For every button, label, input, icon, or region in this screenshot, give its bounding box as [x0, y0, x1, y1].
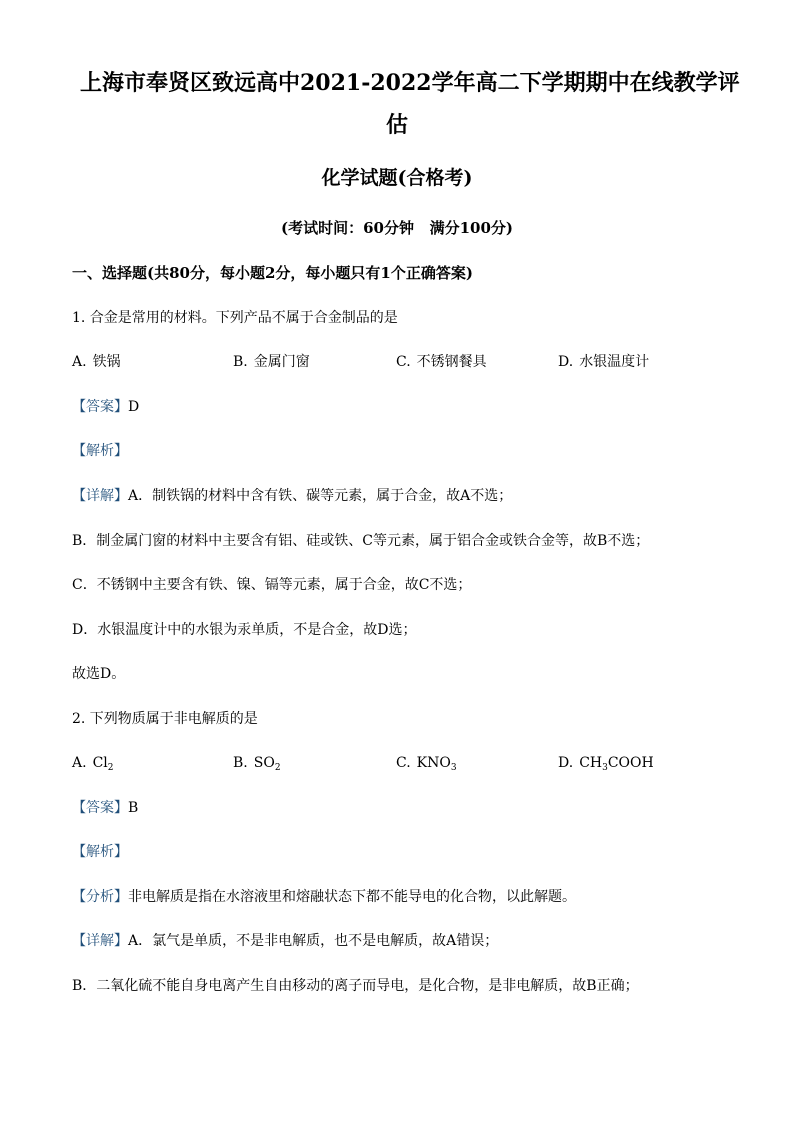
- q1-option-c-letter: C.: [396, 354, 411, 370]
- q1-option-b: [233, 351, 310, 373]
- q2-option-c-letter: C.: [396, 755, 411, 771]
- q1-option-d-text: 水银温度计: [579, 354, 650, 370]
- q1-option-b-text: 金属门窗: [253, 354, 310, 370]
- q2-answer: [72, 797, 722, 819]
- q1-detail-line-4: D．水银温度计中的水银为汞单质，不是合金，故D选；: [72, 622, 417, 638]
- q2-option-a-subscript: 2: [107, 763, 114, 773]
- q1-option-c-text: 不锈钢餐具: [416, 354, 487, 370]
- q1-option-d-letter: D.: [558, 354, 574, 370]
- q1-detail-label: 【详解】: [72, 488, 128, 504]
- q1-option-a-letter: A.: [72, 354, 87, 370]
- q2-detail-line-2: B．二氧化硫不能自身电离产生自由移动的离子而导电，是化合物，是非电解质，故B正确；: [72, 978, 639, 994]
- q1-conclusion: 故选D。: [72, 666, 126, 682]
- q2-stem: 2. 下列物质属于非电解质的是: [72, 711, 258, 727]
- q2-option-c: [396, 752, 457, 774]
- q2-option-c-formula: KNO: [416, 755, 451, 771]
- exam-info: (考试时间：60分钟 满分100分): [280, 219, 514, 237]
- q2-option-b-formula: SO: [253, 755, 275, 771]
- q2-option-b-subscript: 2: [274, 763, 281, 773]
- q2-option-d-formula-tail: COOH: [607, 755, 654, 771]
- q1-answer: [72, 396, 722, 418]
- q1-detail-line-3: C．不锈钢中主要含有铁、镍、镉等元素，属于合金，故C不选；: [72, 577, 472, 593]
- q2-answer-label: 【答案】: [72, 800, 128, 816]
- q2-analyze-line: [72, 886, 722, 908]
- q2-option-a-formula: Cl: [92, 755, 108, 771]
- q1-answer-label: 【答案】: [72, 399, 128, 415]
- q2-analyze-label: 【分析】: [72, 889, 128, 905]
- q2-analysis-heading: [72, 841, 722, 863]
- q2-answer-value: B: [128, 800, 139, 816]
- q2-option-a-letter: A.: [72, 755, 87, 771]
- q1-option-c: [396, 351, 487, 373]
- section-heading: 一、选择题(共80分，每小题2分，每小题只有1个正确答案): [72, 264, 473, 282]
- q1-detail-line-2: B．制金属门窗的材料中主要含有铝、硅或铁、C等元素，属于铝合金或铁合金等，故B不选；: [72, 533, 650, 549]
- q2-option-b-letter: B.: [233, 755, 248, 771]
- document-title-line-2: 估: [385, 112, 408, 138]
- q1-answer-value: D: [128, 399, 140, 415]
- q2-detail-label: 【详解】: [72, 933, 128, 949]
- q2-option-c-subscript: 3: [450, 763, 457, 773]
- q2-option-d-formula: CH: [579, 755, 603, 771]
- q1-option-a: [72, 351, 121, 373]
- q2-option-d-subscript: 3: [602, 763, 608, 773]
- q1-analysis-label: 【解析】: [72, 443, 128, 459]
- q1-option-b-letter: B.: [233, 354, 248, 370]
- document-subtitle: 化学试题(合格考): [321, 167, 473, 189]
- q1-option-d: [558, 351, 649, 373]
- q1-detail-line-1: [72, 485, 722, 507]
- q1-stem: 1. 合金是常用的材料。下列产品不属于合金制品的是: [72, 310, 398, 326]
- q2-analysis-label: 【解析】: [72, 844, 128, 860]
- q2-detail-text-1: A．氯气是单质，不是非电解质，也不是电解质，故A错误；: [128, 933, 499, 949]
- q2-option-a: [72, 752, 114, 774]
- q2-detail-line-1: [72, 930, 722, 952]
- q2-option-d-letter: D.: [558, 755, 574, 771]
- q2-option-b: [233, 752, 281, 774]
- document-title-line-1: 上海市奉贤区致远高中2021-2022学年高二下学期期中在线教学评: [80, 70, 740, 96]
- q1-detail-text-1: A．制铁锅的材料中含有铁、碳等元素，属于合金，故A不选；: [128, 488, 513, 504]
- q2-option-d: [558, 752, 654, 774]
- q2-analyze-text: 非电解质是指在水溶液里和熔融状态下都不能导电的化合物，以此解题。: [128, 889, 576, 905]
- q1-analysis-heading: [72, 440, 722, 462]
- q1-option-a-text: 铁锅: [92, 354, 121, 370]
